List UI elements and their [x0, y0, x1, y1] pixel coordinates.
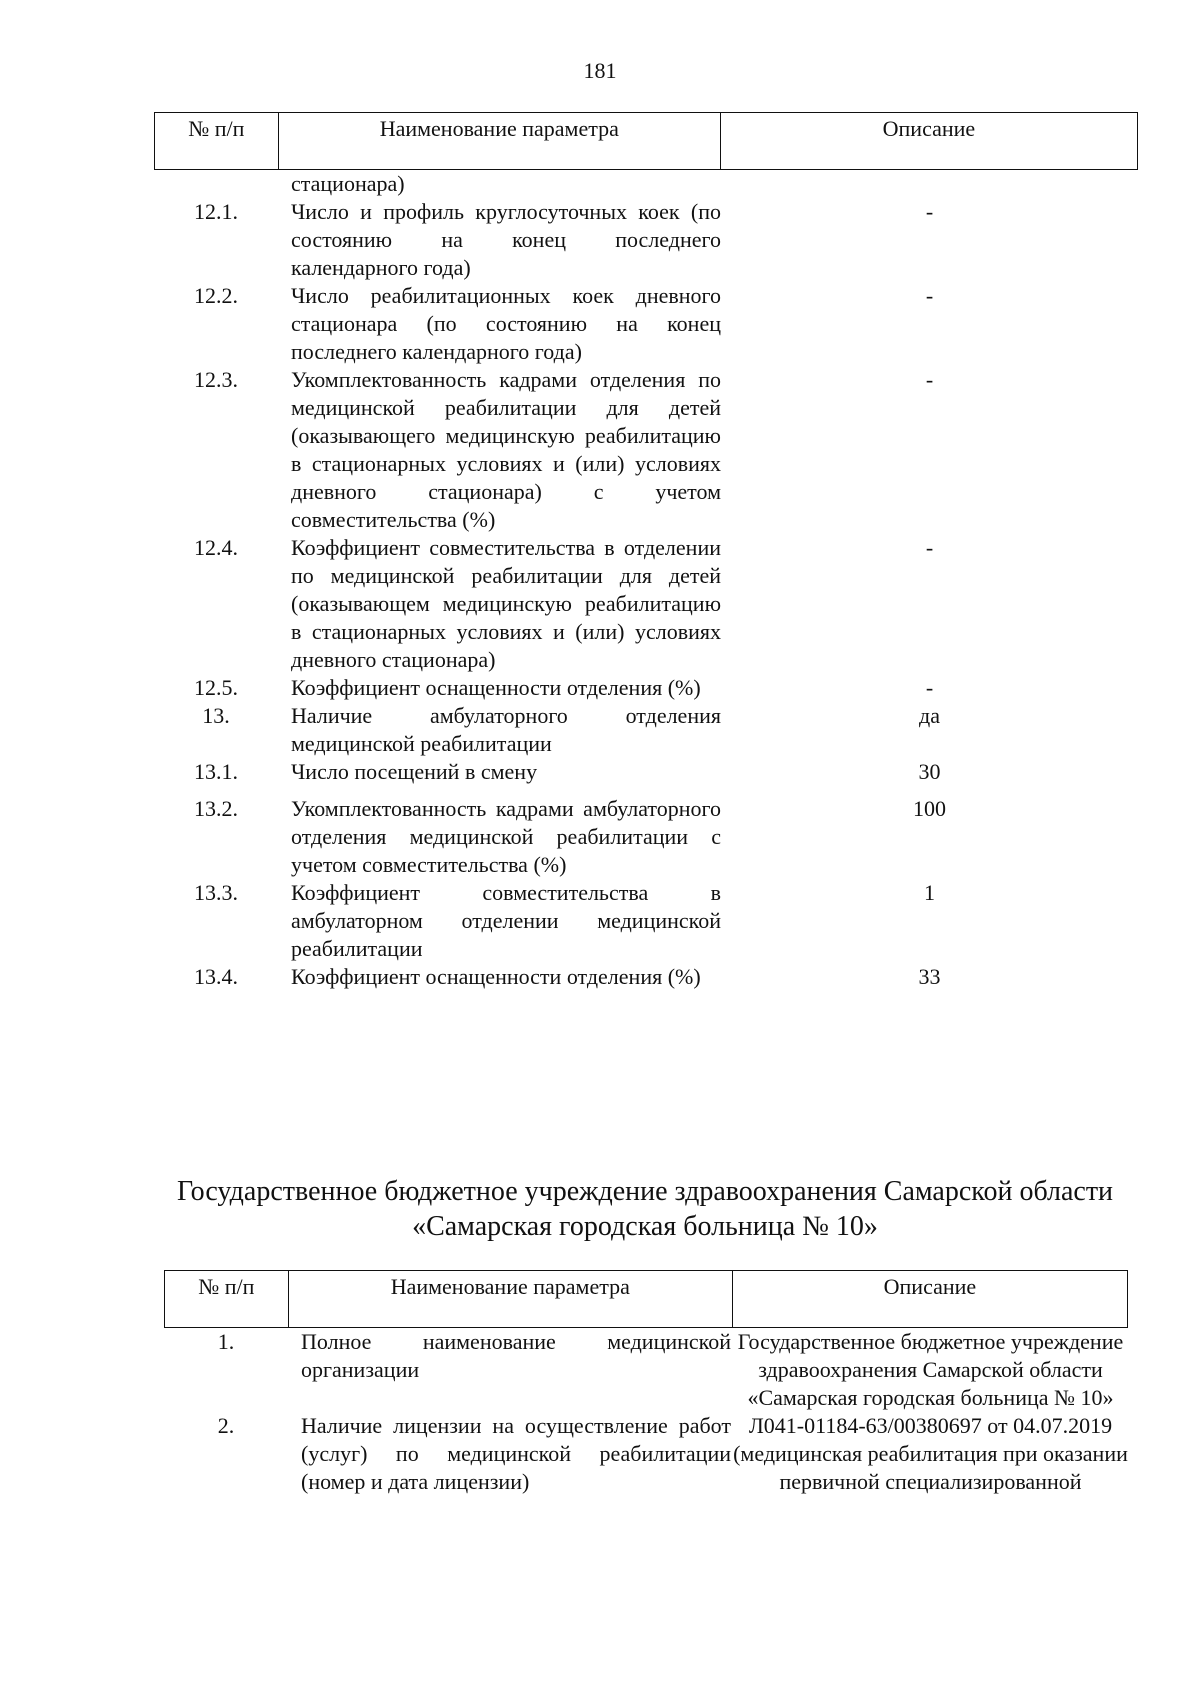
table-row: [154, 963, 1138, 991]
row-number: 12.3.: [194, 367, 238, 392]
row-number: 2.: [217, 1413, 235, 1438]
row-parameter: Коэффициент совместительства в отделении по медицинской реабилитации для детей (оказывающем медицинскую реабилитацию в стационарных условиях и (или) условиях дневного стационара): [291, 535, 721, 672]
row-description: -: [925, 675, 934, 700]
row-parameter: стационара): [291, 171, 405, 196]
row-description: 100: [913, 796, 946, 821]
header-parameter-name: Наименование параметра: [289, 1271, 733, 1327]
row-description: [721, 170, 1138, 198]
header-number: № п/п: [155, 113, 279, 169]
table-row: [164, 1328, 1128, 1412]
row-parameter: Коэффициент оснащенности отделения (%): [291, 675, 701, 700]
table-row: [154, 366, 1138, 534]
row-description: -: [925, 283, 934, 308]
row-number: 12.2.: [194, 283, 238, 308]
row-parameter: Коэффициент оснащенности отделения (%): [291, 964, 701, 989]
row-description: -: [925, 199, 934, 224]
row-description: да: [919, 703, 940, 728]
row-description: -: [925, 367, 934, 392]
organization-title: Государственное бюджетное учреждение здравоохранения Самарской области «Самарская городская больница № 10»: [176, 1176, 1114, 1242]
row-parameter: Наличие амбулаторного отделения медицинской реабилитации: [291, 703, 721, 756]
organization-parameters-table: [164, 1270, 1128, 1496]
row-number: 13.3.: [194, 880, 238, 905]
row-number: [154, 170, 278, 198]
row-parameter: Коэффициент совместительства в амбулаторном отделении медицинской реабилитации: [291, 880, 721, 961]
header-number: № п/п: [165, 1271, 289, 1327]
header-description: Описание: [883, 1274, 977, 1299]
table-row: [154, 702, 1138, 758]
row-parameter: Число реабилитационных коек дневного стационара (по состоянию на конец последнего календарного года): [291, 283, 721, 364]
row-parameter: Полное наименование медицинской организации: [301, 1329, 731, 1382]
table-row: [154, 758, 1138, 786]
row-number: 12.1.: [194, 199, 238, 224]
table-row: [164, 1412, 1128, 1496]
table-header: [154, 112, 1138, 170]
row-parameter: Наличие лицензии на осуществление работ (услуг) по медицинской реабилитации (номер и дата лицензии): [301, 1413, 731, 1494]
row-number: 13.: [202, 703, 230, 728]
table-header: [164, 1270, 1128, 1328]
row-description: -: [925, 535, 934, 560]
row-description: 30: [918, 759, 941, 784]
header-description: Описание: [882, 116, 976, 141]
row-parameter: Укомплектованность кадрами отделения по медицинской реабилитации для детей (оказывающего медицинскую реабилитацию в стационарных условиях и (или) условиях дневного стационара) с учетом совместительства (%): [291, 367, 721, 532]
header-parameter-name: Наименование параметра: [279, 113, 721, 169]
page-number: 181: [583, 58, 617, 83]
row-number: 1.: [217, 1329, 235, 1354]
row-number: 12.4.: [194, 535, 238, 560]
table-row: [154, 282, 1138, 366]
row-number: 13.4.: [194, 964, 238, 989]
parameters-table-continued: [154, 112, 1138, 991]
table-row: [154, 534, 1138, 674]
table-row: [154, 795, 1138, 879]
row-number: 13.1.: [194, 759, 238, 784]
row-description: 1: [924, 880, 935, 905]
table-row: [154, 674, 1138, 702]
table-row: [154, 170, 1138, 198]
row-parameter: Число и профиль круглосуточных коек (по состоянию на конец последнего календарного года): [291, 199, 721, 280]
row-parameter: Укомплектованность кадрами амбулаторного отделения медицинской реабилитации с учетом совместительства (%): [291, 796, 721, 877]
table-row: [154, 879, 1138, 963]
row-description: Л041-01184-63/00380697 от 04.07.2019 (медицинская реабилитация при оказании первичной специализированной: [733, 1413, 1128, 1494]
row-description: 33: [918, 964, 941, 989]
row-number: 13.2.: [194, 796, 238, 821]
table-row: [154, 198, 1138, 282]
row-number: 12.5.: [194, 675, 238, 700]
row-parameter: Число посещений в смену: [291, 759, 538, 784]
row-description: Государственное бюджетное учреждение здравоохранения Самарской области «Самарская городская больница № 10»: [737, 1329, 1124, 1410]
